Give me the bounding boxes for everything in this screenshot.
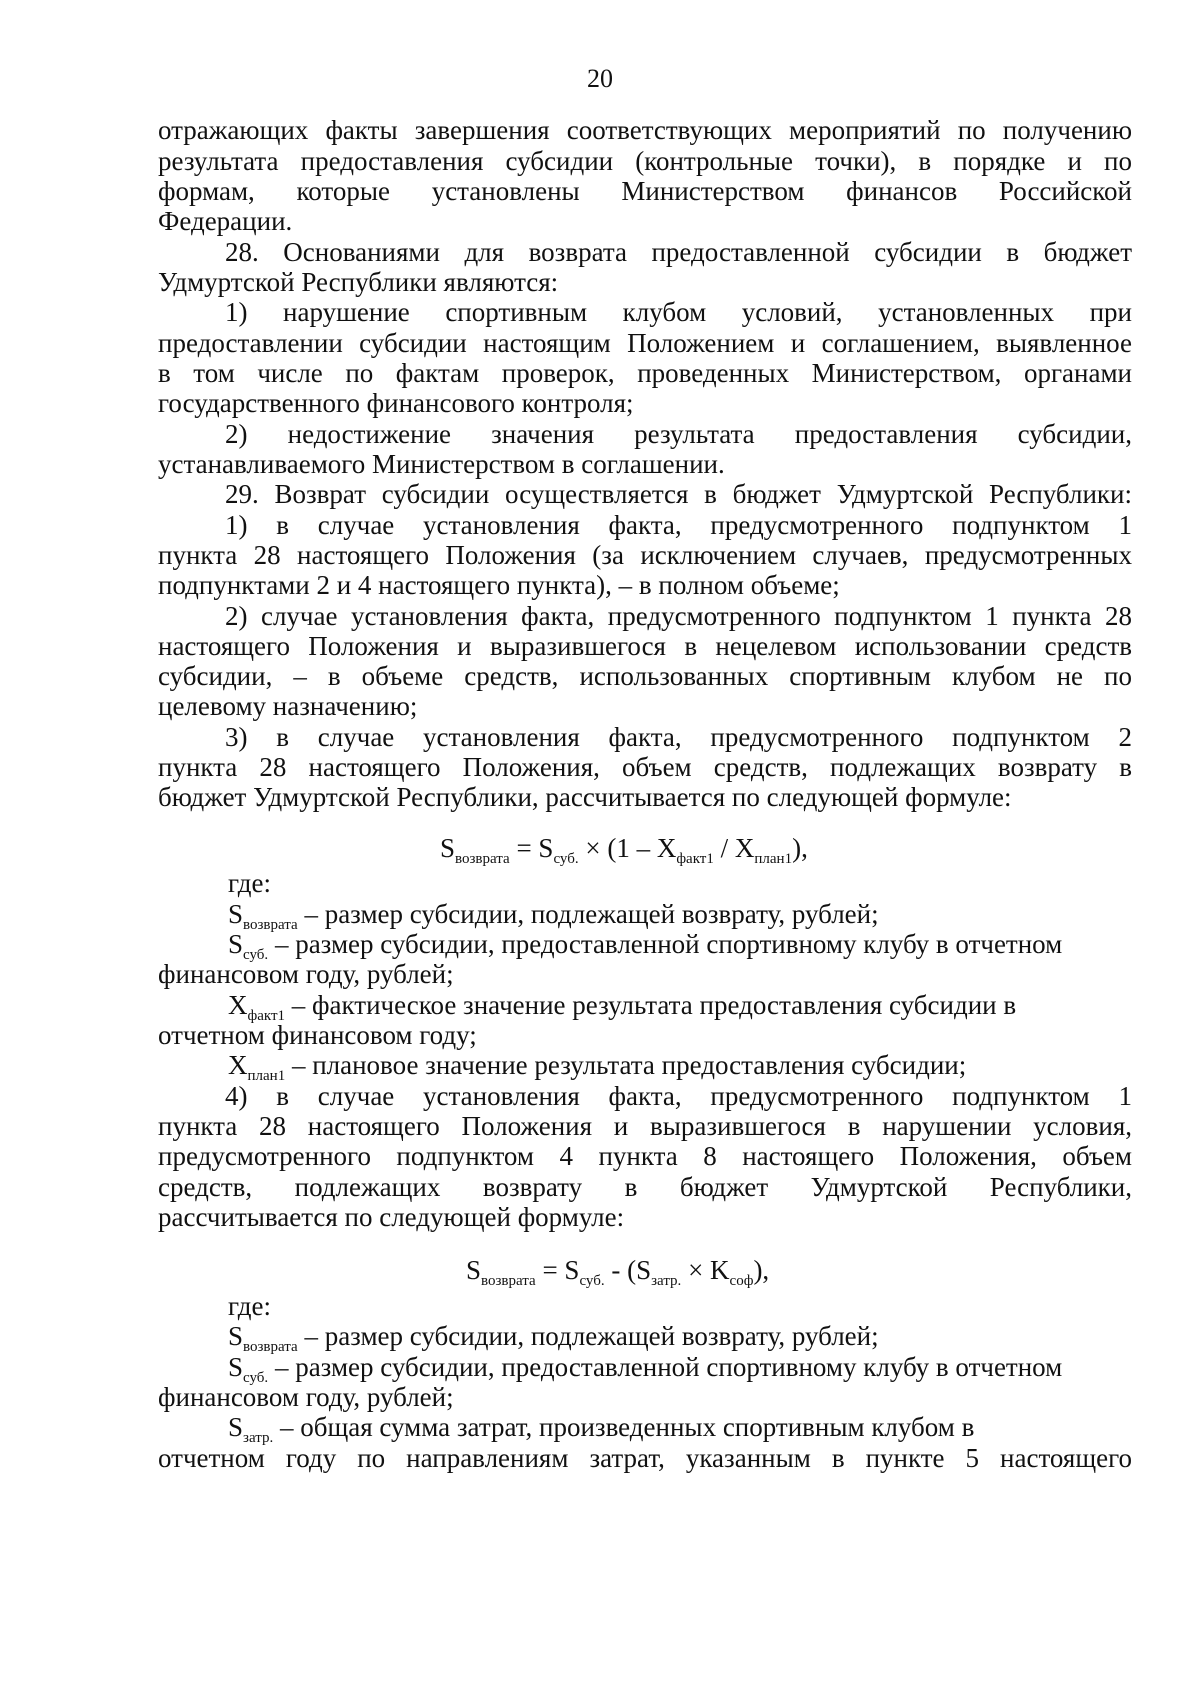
text-line: целевому назначению; bbox=[158, 691, 418, 721]
text-line: пункта 28 настоящего Положения (за исключением случаев, предусмотренных bbox=[158, 540, 1132, 570]
definition-line: $S_{суб.}$ – размер субсидии, предоставленной спортивному клубу в отчетном bbox=[228, 929, 1063, 963]
text-line: 4) в случае установления факта, предусмотренного подпунктом 1 bbox=[225, 1081, 1132, 1111]
text-line: отчетном году по направлениям затрат, указанным в пункте 5 настоящего bbox=[158, 1443, 1132, 1473]
text-line: где: bbox=[228, 1291, 271, 1321]
text-line: настоящего Положения и выразившегося в нецелевом использовании средств bbox=[158, 631, 1132, 661]
text-line: пункта 28 настоящего Положения и выразившегося в нарушении условия, bbox=[158, 1111, 1132, 1141]
definition-line: $X_{план1}$ – плановое значение результата предоставления субсидии; bbox=[228, 1050, 967, 1084]
text-line: бюджет Удмуртской Республики, рассчитывается по следующей формуле: bbox=[158, 782, 1012, 812]
text-line: 3) в случае установления факта, предусмотренного подпунктом 2 bbox=[225, 722, 1132, 752]
text-line: результата предоставления субсидии (контрольные точки), в порядке и по bbox=[158, 146, 1132, 176]
definition-line: $S_{возврата}$ – размер субсидии, подлежащей возврату, рублей; bbox=[228, 1321, 879, 1355]
text-line: государственного финансового контроля; bbox=[158, 388, 634, 418]
text-line: 1) в случае установления факта, предусмотренного подпунктом 1 bbox=[225, 510, 1132, 540]
definition-line: $X_{факт1}$ – фактическое значение результата предоставления субсидии в bbox=[228, 990, 1017, 1024]
text-line: подпунктами 2 и 4 настоящего пункта), – в полном объеме; bbox=[158, 570, 840, 600]
text-line: 1) нарушение спортивным клубом условий, установленных при bbox=[225, 297, 1132, 327]
text-line: 2) недостижение значения результата предоставления субсидии, bbox=[225, 419, 1132, 449]
definition-line: $S_{суб.}$ – размер субсидии, предоставленной спортивному клубу в отчетном bbox=[228, 1352, 1063, 1386]
text-line: субсидии, – в объеме средств, использованных спортивным клубом не по bbox=[158, 661, 1132, 691]
text-line: где: bbox=[228, 868, 271, 898]
text-line: Федерации. bbox=[158, 206, 293, 236]
definition-line: $S_{затр.}$ – общая сумма затрат, произведенных спортивным клубом в bbox=[228, 1412, 975, 1446]
page-number: 20 bbox=[587, 64, 613, 93]
text-line: предусмотренного подпунктом 4 пункта 8 настоящего Положения, объем bbox=[158, 1141, 1132, 1171]
text-line: 2) случае установления факта, предусмотренного подпунктом 1 пункта 28 bbox=[225, 601, 1132, 631]
text-line: средств, подлежащих возврату в бюджет Удмуртской Республики, bbox=[158, 1172, 1132, 1202]
text-line: в том числе по фактам проверок, проведенных Министерством, органами bbox=[158, 358, 1132, 388]
formula-1: $S_{возврата} = S_{суб.} \times (1 - X_{факт1} / X_{план1})$, bbox=[440, 833, 808, 867]
text-line: пункта 28 настоящего Положения, объем средств, подлежащих возврату в bbox=[158, 752, 1132, 782]
formula-2: $S_{возврата} = S_{суб.} - (S_{затр.} \times K_{соф})$, bbox=[466, 1255, 770, 1289]
text-line: отчетном финансовом году; bbox=[158, 1020, 477, 1050]
definition-line: $S_{возврата}$ – размер субсидии, подлежащей возврату, рублей; bbox=[228, 899, 879, 933]
text-line: 28. Основаниями для возврата предоставленной субсидии в бюджет bbox=[225, 237, 1132, 267]
text-line: отражающих факты завершения соответствующих мероприятий по получению bbox=[158, 115, 1132, 145]
text-line: финансовом году, рублей; bbox=[158, 959, 454, 989]
text-line: формам, которые установлены Министерством финансов Российской bbox=[158, 176, 1132, 206]
text-line: предоставлении субсидии настоящим Положением и соглашением, выявленное bbox=[158, 328, 1132, 358]
text-line: рассчитывается по следующей формуле: bbox=[158, 1202, 625, 1232]
text-line: 29. Возврат субсидии осуществляется в бюджет Удмуртской Республики: bbox=[225, 479, 1132, 509]
text-line: финансовом году, рублей; bbox=[158, 1382, 454, 1412]
text-line: устанавливаемого Министерством в соглашении. bbox=[158, 449, 725, 479]
text-line: Удмуртской Республики являются: bbox=[158, 267, 559, 297]
